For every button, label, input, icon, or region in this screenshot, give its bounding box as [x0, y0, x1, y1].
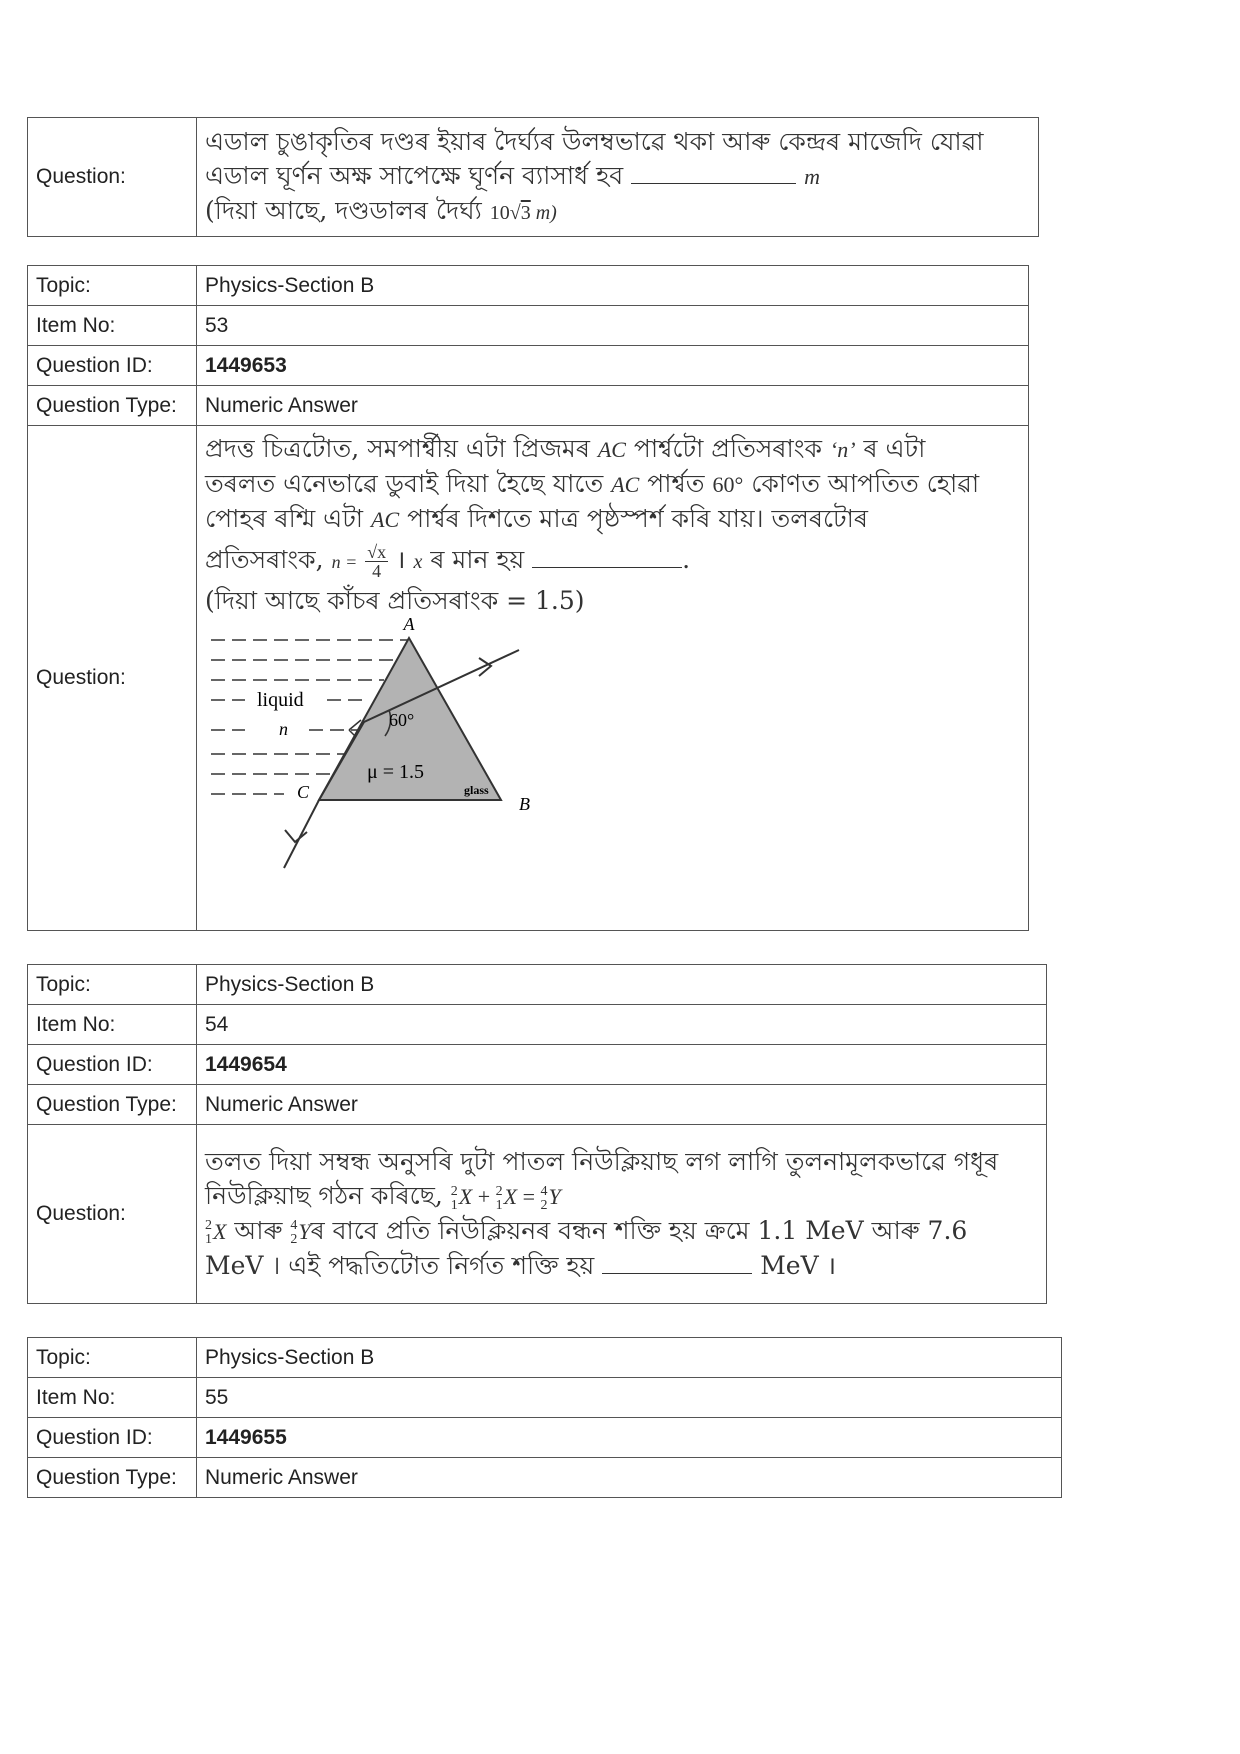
nuclear-equation — [450, 1183, 561, 1213]
period: . — [682, 545, 691, 574]
prism-diagram — [209, 618, 569, 900]
question-line-text: কোণত আপতিত হোৱা — [751, 469, 980, 498]
nuclide-indices — [496, 1185, 503, 1213]
atomic-number: 1 — [205, 1231, 212, 1247]
vertex-b-label: B — [519, 794, 530, 814]
atomic-number: 1 — [495, 1197, 503, 1213]
question-line-text: MeV । এই পদ্ধতিটোত নিৰ্গত শক্তি হয় — [205, 1251, 595, 1280]
symbol-x: x — [413, 551, 423, 573]
topic-label: Topic: — [28, 1338, 197, 1378]
length-unit: m) — [535, 201, 557, 224]
symbol-x: X — [458, 1184, 473, 1209]
nuclide-indices — [451, 1185, 458, 1213]
question-line — [205, 467, 1020, 502]
topic-value: Physics-Section B — [197, 266, 1029, 306]
question-line: তলত দিয়া সম্বন্ধ অনুসৰি দুটা পাতল নিউক্লিয়াছ লগ লাগি তুলনামূলকভাৱে গধূৰ — [205, 1147, 999, 1176]
topic-value: Physics-Section B — [197, 965, 1047, 1005]
question-text — [197, 1125, 1047, 1304]
question-block-53 — [27, 265, 1029, 931]
mu-label: μ = 1.5 — [367, 761, 425, 783]
question-line-text: পাৰ্শ্বটো প্ৰতিসৰাংক — [633, 434, 822, 463]
symbol-y: Y — [298, 1219, 311, 1244]
mass-number: 2 — [450, 1183, 458, 1199]
nuclide-indices — [205, 1219, 212, 1247]
question-id-label: Question ID: — [28, 1418, 197, 1458]
angle-value: 60° — [712, 472, 744, 497]
item-no-label: Item No: — [28, 1378, 197, 1418]
question-type-value: Numeric Answer — [197, 1085, 1047, 1125]
question-line: এডাল চুঙাকৃতিৰ দণ্ডৰ ইয়াৰ দৈৰ্ঘ্যৰ উলম্বভাৱে থকা আৰু কেন্দ্ৰৰ মাজেদি যোৱা — [205, 126, 984, 156]
vertex-a-label: A — [403, 618, 415, 634]
question-line — [205, 502, 1020, 537]
answer-blank — [532, 567, 682, 568]
question-type-value: Numeric Answer — [197, 386, 1029, 426]
question-line — [205, 1249, 1038, 1283]
question-line-text: নিউক্লিয়াছ গঠন কৰিছে, — [205, 1181, 443, 1210]
angle-label: 60° — [389, 710, 415, 730]
question-line-text: MeV । — [760, 1251, 837, 1280]
item-no-label: Item No: — [28, 1005, 197, 1045]
question-line-text: ৰ বাবে প্ৰতি নিউক্লিয়নৰ বন্ধন শক্তি হয় ক্ৰমে 1.1 MeV আৰু 7.6 — [310, 1216, 968, 1245]
symbol-x: X — [503, 1184, 518, 1209]
atomic-number: 2 — [540, 1197, 548, 1213]
item-no-value: 53 — [197, 306, 1029, 346]
side-ac: AC — [597, 437, 626, 462]
question-line — [205, 1214, 1038, 1249]
question-line: (দিয়া আছে কাঁচৰ প্ৰতিসৰাংক = 1.5) — [205, 586, 585, 615]
symbol-x: X — [213, 1219, 227, 1244]
question-line-text: তৰলত এনেভাৱে ডুবাই দিয়া হৈছে যাতে — [205, 469, 604, 498]
question-block-54 — [27, 964, 1047, 1304]
question-id-label: Question ID: — [28, 1045, 197, 1085]
question-line-text: ৰ মান হয় — [430, 545, 525, 574]
mass-number: 4 — [540, 1183, 548, 1199]
question-line — [205, 543, 1020, 580]
question-line-text: পাৰ্শ্বত — [647, 469, 705, 498]
item-no-value: 55 — [197, 1378, 1062, 1418]
plus-sign: + — [477, 1184, 491, 1209]
mass-number: 4 — [290, 1217, 298, 1233]
item-no-label: Item No: — [28, 306, 197, 346]
symbol-n: ‘n’ — [829, 437, 856, 462]
length-root: 3 — [520, 201, 531, 224]
mass-number: 2 — [495, 1183, 503, 1199]
fraction-sqrt-x-over-4 — [365, 543, 388, 580]
unit: m — [804, 163, 820, 189]
question-type-value: Numeric Answer — [197, 1458, 1062, 1498]
topic-label: Topic: — [28, 266, 197, 306]
fraction-denominator: 4 — [372, 561, 382, 581]
question-line — [205, 194, 1030, 230]
question-line-text: প্ৰতিসৰাংক, — [205, 545, 324, 574]
question-text — [197, 118, 1039, 237]
length-coefficient: 10 — [489, 201, 510, 224]
atomic-number: 2 — [290, 1231, 298, 1247]
question-line-text: । — [396, 545, 406, 574]
nuclide-indices — [541, 1185, 548, 1213]
question-label: Question: — [28, 426, 197, 931]
question-line-text: এডাল ঘূৰ্ণন অক্ষ সাপেক্ষে ঘূৰ্ণন ব্যাসাৰ্ধ হব — [205, 160, 624, 190]
liquid-n-label: n — [279, 719, 288, 739]
nuclide-indices — [290, 1219, 297, 1247]
answer-blank — [631, 183, 796, 184]
question-line — [205, 432, 1020, 467]
vertex-c-label: C — [297, 782, 310, 802]
question-id-value: 1449654 — [197, 1045, 1047, 1085]
question-label: Question: — [28, 118, 197, 237]
side-ac: AC — [611, 472, 640, 497]
glass-label: glass — [464, 783, 489, 797]
question-type-label: Question Type: — [28, 386, 197, 426]
answer-blank — [602, 1273, 752, 1274]
question-id-value: 1449653 — [197, 346, 1029, 386]
question-block-55 — [27, 1337, 1062, 1498]
question-text — [197, 426, 1029, 931]
n-equals: n = — [331, 552, 358, 572]
question-line — [205, 159, 1030, 194]
rod-length: 10√3 m) — [489, 201, 557, 224]
symbol-y: Y — [548, 1184, 561, 1209]
equals-sign: = — [522, 1184, 536, 1209]
question-line-text: ৰ এটা — [863, 434, 926, 463]
topic-value: Physics-Section B — [197, 1338, 1062, 1378]
fraction-numerator: √x — [367, 542, 387, 562]
mass-number: 2 — [205, 1217, 212, 1233]
question-line-text: প্ৰদত্ত চিত্ৰটোত, সমপাৰ্শ্বীয় এটা প্ৰিজমৰ — [205, 434, 590, 463]
question-id-value: 1449655 — [197, 1418, 1062, 1458]
question-line — [205, 1179, 1038, 1214]
item-no-value: 54 — [197, 1005, 1047, 1045]
question-line-text: পাৰ্শ্বৰ দিশতে মাত্ৰ পৃষ্ঠস্পৰ্শ কৰি যায়। তলৰটোৰ — [407, 504, 868, 533]
liquid-label: liquid — [257, 689, 304, 711]
question-line-text: পোহৰ ৰশ্মি এটা — [205, 504, 364, 533]
side-ac: AC — [371, 507, 400, 532]
question-type-label: Question Type: — [28, 1458, 197, 1498]
question-id-label: Question ID: — [28, 346, 197, 386]
question-type-label: Question Type: — [28, 1085, 197, 1125]
question-label: Question: — [28, 1125, 197, 1304]
atomic-number: 1 — [450, 1197, 458, 1213]
question-block-0 — [27, 117, 1039, 237]
question-line-text: (দিয়া আছে, দণ্ডডালৰ দৈৰ্ঘ্য — [205, 195, 482, 225]
topic-label: Topic: — [28, 965, 197, 1005]
question-line-text: আৰু — [234, 1216, 283, 1245]
